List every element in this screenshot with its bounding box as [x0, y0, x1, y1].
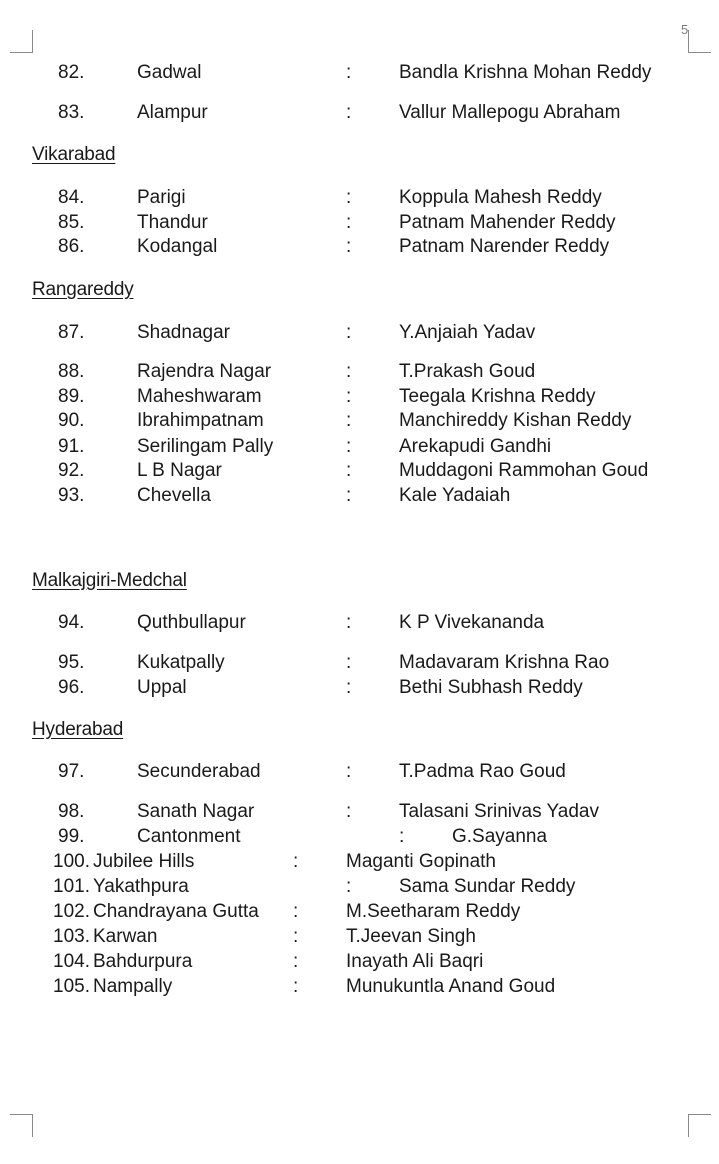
candidate-name: G.Sayanna: [452, 826, 548, 847]
constituency-number: 103.: [53, 926, 90, 947]
separator: :: [346, 62, 352, 83]
constituency-number: 98.: [58, 801, 85, 822]
district-heading: Vikarabad: [32, 144, 116, 165]
constituency-name: Cantonment: [137, 826, 241, 847]
constituency-number: 90.: [58, 410, 85, 431]
constituency-number: 95.: [58, 652, 85, 673]
constituency-number: 82.: [58, 62, 85, 83]
district-heading: Malkajgiri-Medchal: [32, 570, 187, 591]
candidate-name: Madavaram Krishna Rao: [399, 652, 610, 673]
list-item: [0, 949, 719, 975]
list-item: [0, 824, 719, 850]
list-item: [0, 320, 719, 346]
candidate-name: Vallur Mallepogu Abraham: [399, 102, 621, 123]
separator: :: [293, 976, 299, 997]
separator: :: [346, 386, 352, 407]
list-item: [0, 210, 719, 236]
constituency-number: 92.: [58, 460, 85, 481]
constituency-name: Nampally: [93, 976, 173, 997]
constituency-number: 104.: [53, 951, 90, 972]
constituency-name: Alampur: [137, 102, 208, 123]
constituency-number: 89.: [58, 386, 85, 407]
list-item: [0, 799, 719, 825]
constituency-name: Shadnagar: [137, 322, 230, 343]
constituency-name: Chevella: [137, 485, 211, 506]
candidate-name: Inayath Ali Baqri: [346, 951, 484, 972]
list-item: [0, 60, 719, 86]
separator: :: [346, 677, 352, 698]
separator: :: [346, 187, 352, 208]
candidate-name: Manchireddy Kishan Reddy: [399, 410, 632, 431]
constituency-number: 97.: [58, 761, 85, 782]
list-item: [0, 359, 719, 385]
candidate-name: Kale Yadaiah: [399, 485, 511, 506]
separator: :: [346, 436, 352, 457]
candidate-name: Patnam Narender Reddy: [399, 236, 610, 257]
candidate-name: M.Seetharam Reddy: [346, 901, 521, 922]
separator: :: [346, 236, 352, 257]
constituency-name: Karwan: [93, 926, 158, 947]
candidate-name: Muddagoni Rammohan Goud: [399, 460, 649, 481]
separator: :: [346, 322, 352, 343]
constituency-name: Rajendra Nagar: [137, 361, 272, 382]
constituency-number: 93.: [58, 485, 85, 506]
constituency-name: Sanath Nagar: [137, 801, 255, 822]
constituency-number: 86.: [58, 236, 85, 257]
candidate-name: Maganti Gopinath: [346, 851, 496, 872]
separator: :: [399, 826, 405, 847]
constituency-name: L B Nagar: [137, 460, 222, 481]
candidate-name: Y.Anjaiah Yadav: [399, 322, 536, 343]
constituency-number: 85.: [58, 212, 85, 233]
separator: :: [346, 212, 352, 233]
constituency-name: Gadwal: [137, 62, 202, 83]
constituency-number: 100.: [53, 851, 90, 872]
constituency-name: Jubilee Hills: [93, 851, 195, 872]
constituency-name: Chandrayana Gutta: [93, 901, 259, 922]
constituency-number: 101.: [53, 876, 90, 897]
candidate-name: Arekapudi Gandhi: [399, 436, 552, 457]
list-item: [0, 100, 719, 126]
candidate-name: Koppula Mahesh Reddy: [399, 187, 602, 208]
separator: :: [346, 652, 352, 673]
list-item: [0, 610, 719, 636]
separator: :: [293, 926, 299, 947]
separator: :: [346, 801, 352, 822]
separator: :: [346, 361, 352, 382]
candidate-name: Bandla Krishna Mohan Reddy: [399, 62, 652, 83]
candidate-name: Patnam Mahender Reddy: [399, 212, 616, 233]
candidate-name: K P Vivekananda: [399, 612, 545, 633]
list-item: [0, 759, 719, 785]
candidate-name: Teegala Krishna Reddy: [399, 386, 596, 407]
list-item: [0, 408, 719, 434]
list-item: [0, 675, 719, 701]
separator: :: [346, 876, 352, 897]
crop-mark-bottom-left: [10, 1114, 33, 1137]
list-item: [0, 874, 719, 900]
district-heading: Rangareddy: [32, 279, 134, 300]
constituency-name: Secunderabad: [137, 761, 261, 782]
crop-mark-top-right: [688, 30, 711, 53]
constituency-number: 88.: [58, 361, 85, 382]
district-heading: Hyderabad: [32, 719, 124, 740]
candidate-name: Sama Sundar Reddy: [399, 876, 576, 897]
constituency-number: 102.: [53, 901, 90, 922]
candidate-name: Munukuntla Anand Goud: [346, 976, 556, 997]
separator: :: [346, 485, 352, 506]
list-item: [0, 650, 719, 676]
constituency-name: Quthbullapur: [137, 612, 246, 633]
constituency-name: Kodangal: [137, 236, 218, 257]
separator: :: [346, 410, 352, 431]
constituency-number: 96.: [58, 677, 85, 698]
separator: :: [293, 951, 299, 972]
constituency-name: Ibrahimpatnam: [137, 410, 264, 431]
list-item: [0, 899, 719, 925]
separator: :: [346, 102, 352, 123]
separator: :: [293, 901, 299, 922]
constituency-name: Thandur: [137, 212, 208, 233]
constituency-number: 91.: [58, 436, 85, 457]
constituency-number: 84.: [58, 187, 85, 208]
candidate-name: Talasani Srinivas Yadav: [399, 801, 599, 822]
separator: :: [346, 761, 352, 782]
separator: :: [346, 612, 352, 633]
candidate-name: T.Padma Rao Goud: [399, 761, 566, 782]
candidate-name: T.Prakash Goud: [399, 361, 536, 382]
constituency-number: 83.: [58, 102, 85, 123]
constituency-number: 87.: [58, 322, 85, 343]
candidate-name: Bethi Subhash Reddy: [399, 677, 583, 698]
separator: :: [346, 460, 352, 481]
list-item: [0, 234, 719, 260]
constituency-number: 94.: [58, 612, 85, 633]
constituency-name: Kukatpally: [137, 652, 225, 673]
separator: :: [293, 851, 299, 872]
list-item: [0, 849, 719, 875]
crop-mark-top-left: [10, 30, 33, 53]
list-item: [0, 483, 719, 509]
constituency-number: 105.: [53, 976, 90, 997]
list-item: [0, 974, 719, 1000]
candidate-name: T.Jeevan Singh: [346, 926, 476, 947]
constituency-name: Maheshwaram: [137, 386, 262, 407]
constituency-name: Parigi: [137, 187, 186, 208]
constituency-name: Uppal: [137, 677, 187, 698]
constituency-number: 99.: [58, 826, 85, 847]
list-item: [0, 458, 719, 484]
constituency-name: Bahdurpura: [93, 951, 193, 972]
list-item: [0, 924, 719, 950]
list-item: [0, 384, 719, 410]
page-number: 5: [681, 22, 689, 37]
crop-mark-bottom-right: [688, 1114, 711, 1137]
constituency-name: Serilingam Pally: [137, 436, 274, 457]
list-item: [0, 185, 719, 211]
constituency-name: Yakathpura: [93, 876, 189, 897]
list-item: [0, 434, 719, 460]
